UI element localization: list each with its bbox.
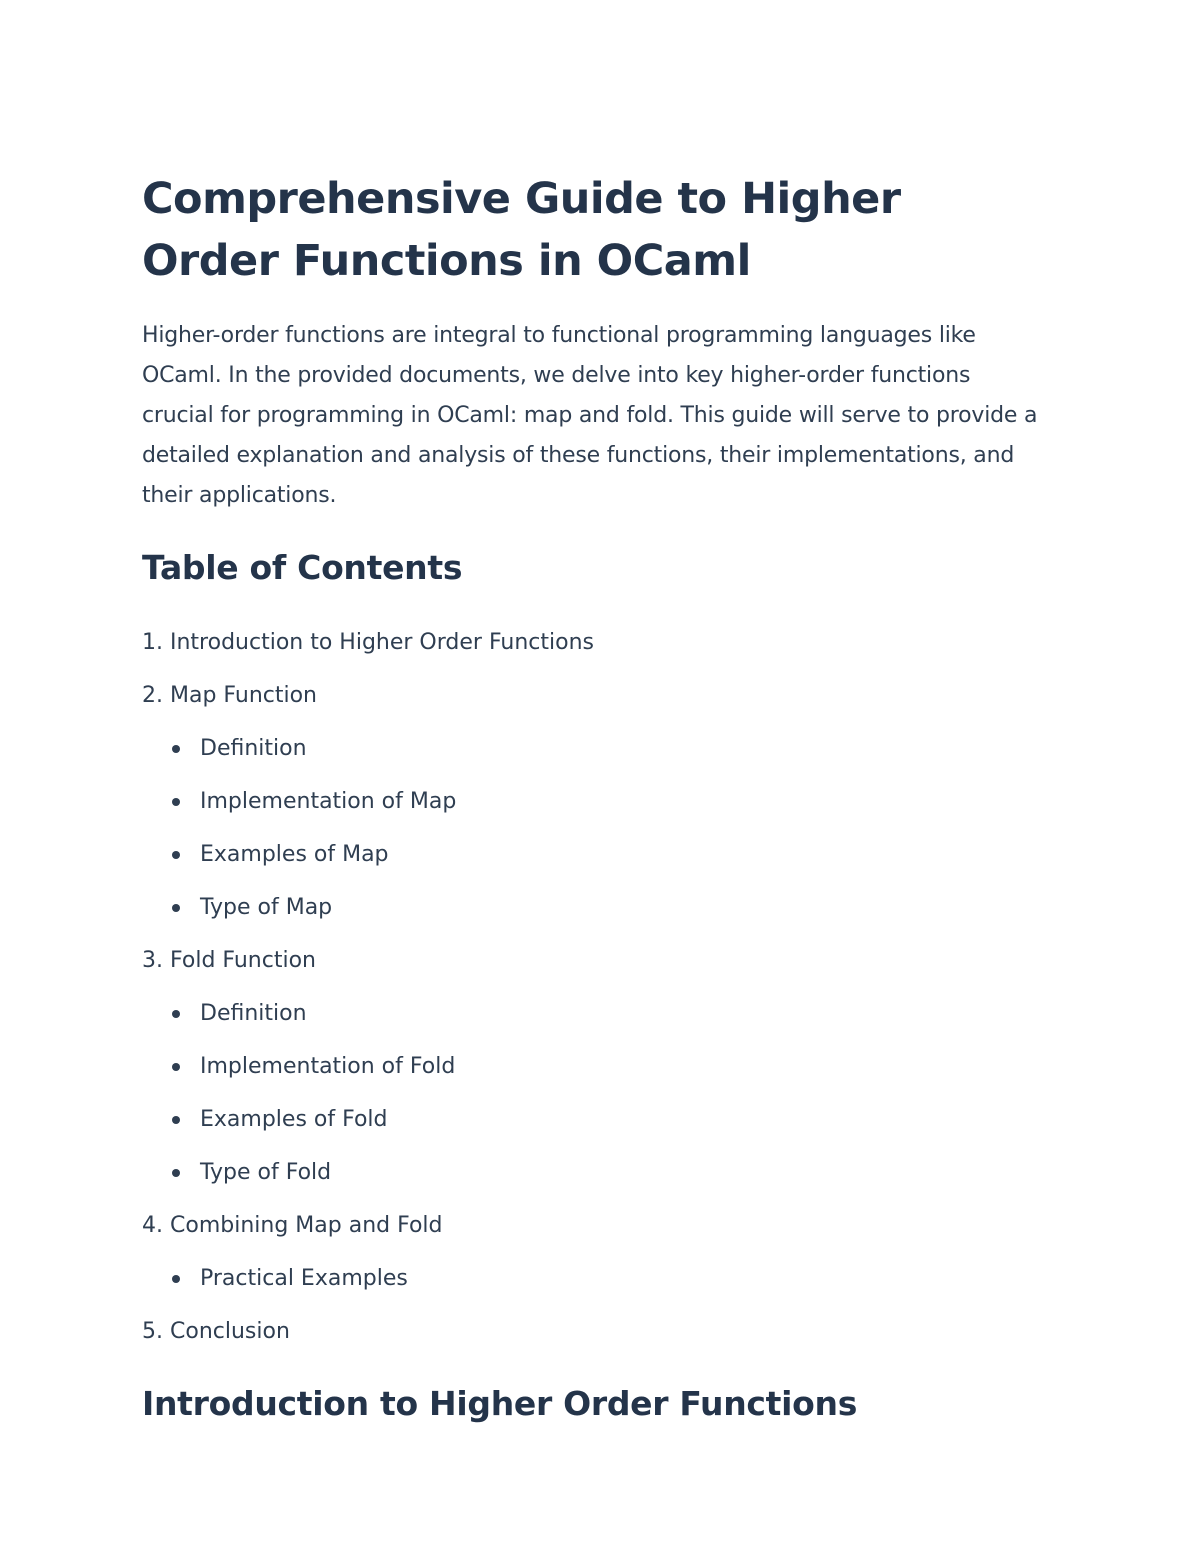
toc-sublist	[142, 1252, 1042, 1305]
toc-subitem-label: Examples of Map	[200, 842, 389, 867]
bullet-icon	[172, 1063, 180, 1071]
toc-item-label: Combining Map and Fold	[170, 1213, 443, 1238]
toc-item-label: Introduction to Higher Order Functions	[170, 630, 594, 655]
toc-item	[142, 1199, 1042, 1252]
toc-subitem-label: Type of Fold	[200, 1160, 332, 1185]
toc-subitem-label: Implementation of Fold	[200, 1054, 456, 1079]
toc-item-number: 3.	[142, 948, 163, 973]
toc-sublist	[142, 987, 1042, 1199]
document-page	[142, 168, 1042, 1426]
toc-subitem-label: Definition	[200, 1001, 307, 1026]
toc-item-label: Fold Function	[170, 948, 316, 973]
page-title: Comprehensive Guide to Higher Order Functions in OCaml	[142, 174, 901, 286]
toc-subitem	[142, 722, 1042, 775]
toc-item-label: Conclusion	[170, 1319, 290, 1344]
toc-subsection	[142, 722, 1042, 934]
toc-subitem-label: Examples of Fold	[200, 1107, 388, 1132]
toc-sublist	[142, 722, 1042, 934]
toc-subitem	[142, 1040, 1042, 1093]
toc-subitem-label: Implementation of Map	[200, 789, 457, 814]
toc-subitem	[142, 881, 1042, 934]
table-of-contents	[142, 616, 1042, 1358]
bullet-icon	[172, 1275, 180, 1283]
toc-subitem-label: Definition	[200, 736, 307, 761]
bullet-icon	[172, 851, 180, 859]
intro-paragraph: Higher-order functions are integral to functional programming languages like OCaml. In the provided documents, we delve into key higher-order functions crucial for programming in OCaml: map and fold. This guide will serve to provide a detailed explanation and analysis of these functions, their implementations, and their applications.	[142, 323, 1038, 508]
bullet-icon	[172, 1116, 180, 1124]
toc-subitem	[142, 1093, 1042, 1146]
toc-item-label: Map Function	[170, 683, 317, 708]
bullet-icon	[172, 904, 180, 912]
bullet-icon	[172, 1010, 180, 1018]
toc-item-number: 4.	[142, 1213, 163, 1238]
toc-heading: Table of Contents	[142, 548, 463, 587]
toc-item	[142, 669, 1042, 722]
toc-subitem	[142, 1252, 1042, 1305]
toc-subitem	[142, 775, 1042, 828]
toc-subitem	[142, 828, 1042, 881]
toc-subsection	[142, 987, 1042, 1199]
toc-item-number: 1.	[142, 630, 163, 655]
toc-subitem	[142, 987, 1042, 1040]
bullet-icon	[172, 798, 180, 806]
toc-subitem-label: Type of Map	[200, 895, 333, 920]
toc-item-number: 5.	[142, 1319, 163, 1344]
toc-subsection	[142, 1252, 1042, 1305]
section-heading: Introduction to Higher Order Functions	[142, 1384, 858, 1423]
toc-item-number: 2.	[142, 683, 163, 708]
toc-subitem	[142, 1146, 1042, 1199]
toc-subitem-label: Practical Examples	[200, 1266, 408, 1291]
toc-item	[142, 1305, 1042, 1358]
bullet-icon	[172, 745, 180, 753]
toc-item	[142, 934, 1042, 987]
toc-item	[142, 616, 1042, 669]
bullet-icon	[172, 1169, 180, 1177]
